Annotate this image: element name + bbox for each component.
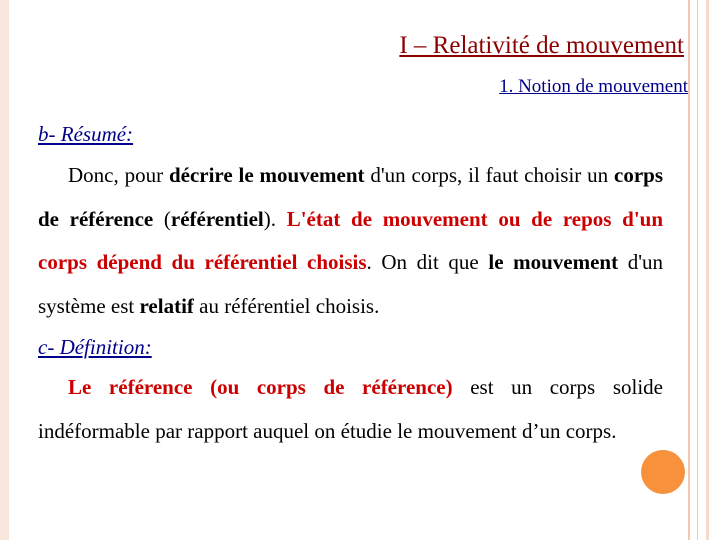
highlighted-statement: L'état de mouvement ou de repos d'un corps dépend du référentiel choisis — [38, 206, 664, 274]
text-run: ). — [263, 206, 287, 231]
text-run: ( — [153, 206, 171, 231]
highlighted-term: Le référence (ou corps de référence) — [68, 375, 453, 399]
resume-paragraph — [38, 154, 663, 328]
slide-subtitle: 1. Notion de mouvement — [499, 76, 688, 97]
text-run: . On dit que — [366, 250, 489, 274]
text-run: d'un corps, il faut choisir un — [364, 163, 614, 187]
bold-term: référentiel — [170, 206, 264, 231]
text-run: est un corps solide indéformable par rapport auquel on étudie le mouvement d’un corps. — [38, 375, 663, 443]
definition-heading: c- Définition: — [38, 335, 152, 359]
bold-term: décrire le mouvement — [168, 163, 365, 187]
right-border-line — [688, 0, 690, 540]
slide-title: I – Relativité de mouvement — [399, 32, 684, 59]
text-run: Donc, pour — [68, 163, 169, 187]
left-border-decoration — [0, 0, 9, 540]
definition-paragraph — [38, 366, 663, 453]
bold-term: corps de référence — [38, 163, 663, 231]
bold-term: relatif — [139, 293, 194, 318]
text-run: d'un système est — [38, 250, 663, 318]
text-run: au référentiel choisis. — [193, 293, 380, 318]
decorative-circle — [641, 450, 685, 494]
right-border-line — [706, 0, 709, 540]
right-border-line — [697, 0, 698, 540]
resume-heading: b- Résumé: — [38, 122, 134, 146]
bold-term: le mouvement — [488, 250, 619, 274]
